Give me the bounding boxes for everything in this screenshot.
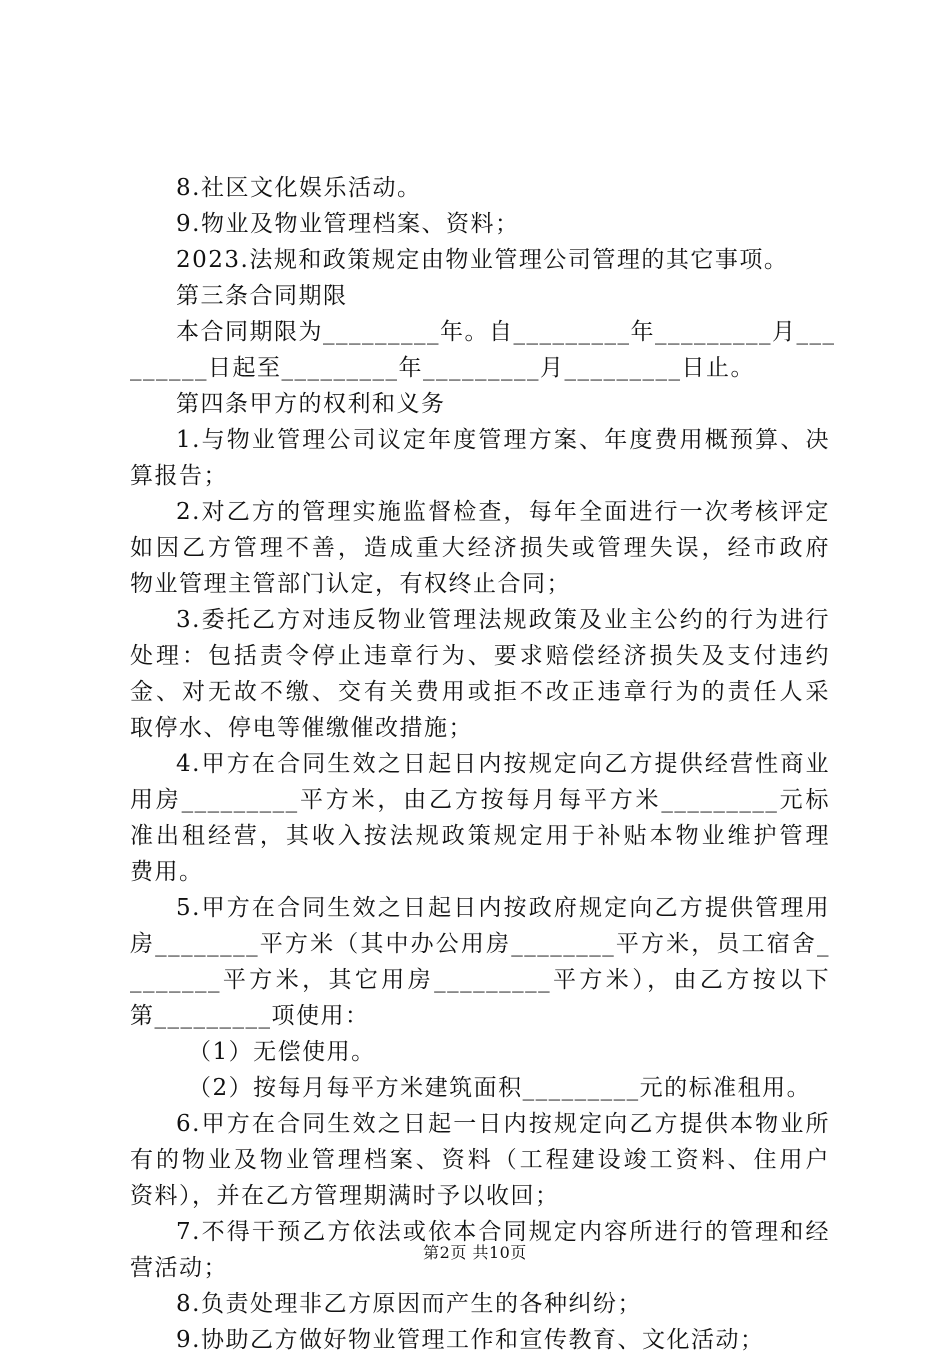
text-line: 8.负责处理非乙方原因而产生的各种纠纷； — [176, 1291, 642, 1317]
section-heading: 第四条甲方的权利和义务 — [176, 391, 446, 417]
text-line: 4.甲方在合同生效之日起日内按规定向乙方提供经营性商业 — [176, 751, 830, 777]
text-line: 9.协助乙方做好物业管理工作和宣传教育、文化活动； — [176, 1327, 765, 1353]
text-line: 房________平方米（其中办公用房________平方米，员工宿舍_ — [130, 931, 830, 957]
text-line: 处理：包括责令停止违章行为、要求赔偿经济损失及支付违约 — [130, 643, 830, 669]
text-line: 准出租经营，其收入按法规政策规定用于补贴本物业维护管理 — [130, 823, 830, 849]
text-line: 物业管理主管部门认定，有权终止合同； — [130, 571, 571, 597]
text-line: 6.甲方在合同生效之日起一日内按规定向乙方提供本物业所 — [176, 1111, 830, 1137]
text-line: 7.不得干预乙方依法或依本合同规定内容所进行的管理和经 — [176, 1219, 830, 1245]
text-line: 3.委托乙方对违反物业管理法规政策及业主公约的行为进行 — [176, 607, 830, 633]
text-line: 2023.法规和政策规定由物业管理公司管理的其它事项。 — [176, 247, 789, 273]
section-heading: 第三条合同期限 — [176, 283, 348, 309]
text-line: 有的物业及物业管理档案、资料（工程建设竣工资料、住用户 — [130, 1147, 830, 1173]
text-line: 算报告； — [130, 463, 228, 489]
text-line: 取停水、停电等催缴催改措施； — [130, 715, 473, 741]
text-line: 用房_________平方米，由乙方按每月每平方米_________元标 — [130, 787, 830, 813]
text-line: （1）无偿使用。 — [188, 1039, 376, 1065]
text-line: 金、对无故不缴、交有关费用或拒不改正违章行为的责任人采 — [130, 679, 830, 705]
document-body — [130, 170, 836, 1358]
text-line: 1.与物业管理公司议定年度管理方案、年度费用概预算、决 — [176, 427, 830, 453]
text-line: 本合同期限为_________年。自_________年_________月___ — [176, 319, 836, 345]
text-line: （2）按每月每平方米建筑面积_________元的标准租用。 — [188, 1075, 812, 1101]
text-line: _______平方米，其它用房_________平方米），由乙方按以下 — [130, 967, 830, 993]
text-line: 如因乙方管理不善，造成重大经济损失或管理失误，经市政府 — [130, 535, 830, 561]
page-number-footer: 第2页 共10页 — [423, 1243, 527, 1262]
text-line: 8.社区文化娱乐活动。 — [176, 175, 422, 201]
text-line: 营活动； — [130, 1255, 228, 1281]
text-line: 资料），并在乙方管理期满时予以收回； — [130, 1183, 560, 1209]
text-line: 第_________项使用： — [130, 1003, 370, 1029]
text-line: 5.甲方在合同生效之日起日内按政府规定向乙方提供管理用 — [176, 895, 830, 921]
text-line: ______日起至_________年_________月_________日止。 — [130, 355, 755, 381]
text-line: 9.物业及物业管理档案、资料； — [176, 211, 520, 237]
text-line: 2.对乙方的管理实施监督检查，每年全面进行一次考核评定 — [176, 499, 830, 525]
text-line: 费用。 — [130, 859, 204, 885]
